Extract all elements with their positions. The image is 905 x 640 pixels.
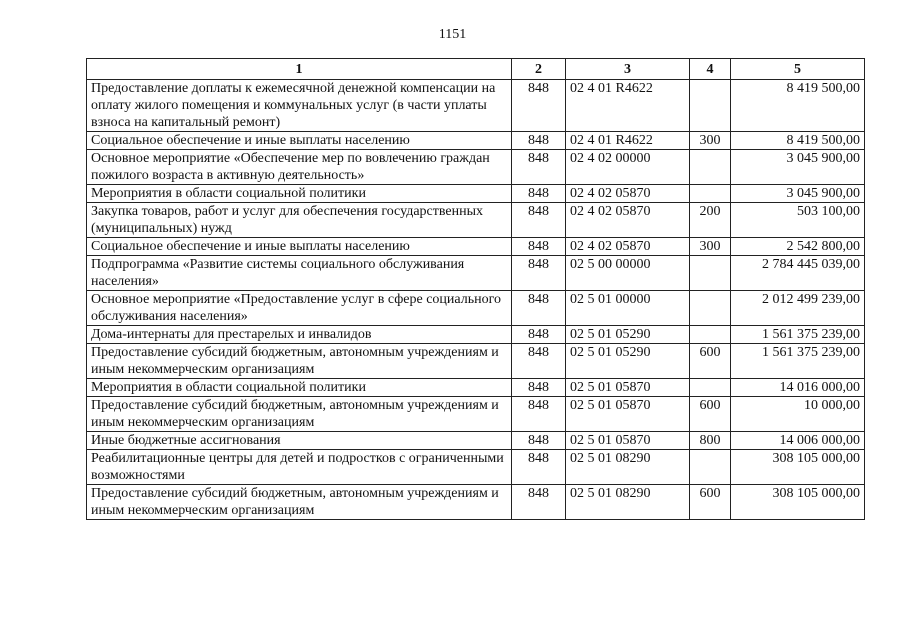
table-row bbox=[87, 291, 865, 326]
row-vr-cell bbox=[690, 185, 731, 203]
row-sum-cell: 2 542 800,00 bbox=[731, 238, 865, 256]
row-vr-cell bbox=[690, 291, 731, 326]
table-row bbox=[87, 132, 865, 150]
row-code-cell: 848 bbox=[512, 397, 566, 432]
row-csr-cell: 02 5 01 05870 bbox=[566, 432, 690, 450]
table-row bbox=[87, 432, 865, 450]
row-name-cell: Дома-интернаты для престарелых и инвалидов bbox=[87, 326, 512, 344]
row-sum-cell: 1 561 375 239,00 bbox=[731, 344, 865, 379]
table-body bbox=[87, 80, 865, 520]
row-code-cell: 848 bbox=[512, 326, 566, 344]
row-name-cell: Подпрограмма «Развитие системы социального обслуживания населения» bbox=[87, 256, 512, 291]
row-vr-cell: 300 bbox=[690, 132, 731, 150]
row-name-cell: Социальное обеспечение и иные выплаты населению bbox=[87, 238, 512, 256]
row-sum-cell: 8 419 500,00 bbox=[731, 132, 865, 150]
row-sum-cell: 503 100,00 bbox=[731, 203, 865, 238]
row-name-cell: Социальное обеспечение и иные выплаты населению bbox=[87, 132, 512, 150]
row-code-cell: 848 bbox=[512, 432, 566, 450]
row-sum-cell: 2 012 499 239,00 bbox=[731, 291, 865, 326]
row-code-cell: 848 bbox=[512, 379, 566, 397]
table-row bbox=[87, 379, 865, 397]
row-csr-cell: 02 5 01 05290 bbox=[566, 344, 690, 379]
row-vr-cell: 600 bbox=[690, 397, 731, 432]
row-vr-cell: 600 bbox=[690, 485, 731, 520]
table-header-row bbox=[87, 59, 865, 80]
table-row bbox=[87, 203, 865, 238]
row-csr-cell: 02 4 01 R4622 bbox=[566, 80, 690, 132]
row-name-cell: Предоставление доплаты к ежемесячной денежной компенсации на оплату жилого помещения и коммунальных услуг (в части уплаты взноса на капитальный ремонт) bbox=[87, 80, 512, 132]
row-name-cell: Мероприятия в области социальной политики bbox=[87, 379, 512, 397]
row-vr-cell bbox=[690, 150, 731, 185]
row-name-cell: Предоставление субсидий бюджетным, автономным учреждениям и иным некоммерческим организациям bbox=[87, 485, 512, 520]
row-vr-cell: 300 bbox=[690, 238, 731, 256]
row-code-cell: 848 bbox=[512, 256, 566, 291]
row-csr-cell: 02 5 01 08290 bbox=[566, 485, 690, 520]
row-vr-cell: 600 bbox=[690, 344, 731, 379]
row-csr-cell: 02 4 02 05870 bbox=[566, 203, 690, 238]
row-sum-cell: 14 006 000,00 bbox=[731, 432, 865, 450]
row-csr-cell: 02 4 01 R4622 bbox=[566, 132, 690, 150]
row-vr-cell bbox=[690, 450, 731, 485]
row-code-cell: 848 bbox=[512, 80, 566, 132]
row-sum-cell: 14 016 000,00 bbox=[731, 379, 865, 397]
column-header-sum: 5 bbox=[731, 59, 865, 80]
row-csr-cell: 02 5 01 05870 bbox=[566, 379, 690, 397]
row-sum-cell: 3 045 900,00 bbox=[731, 185, 865, 203]
row-vr-cell bbox=[690, 326, 731, 344]
row-name-cell: Закупка товаров, работ и услуг для обеспечения государственных (муниципальных) нужд bbox=[87, 203, 512, 238]
row-name-cell: Предоставление субсидий бюджетным, автономным учреждениям и иным некоммерческим организациям bbox=[87, 397, 512, 432]
row-code-cell: 848 bbox=[512, 450, 566, 485]
column-header-csr: 3 bbox=[566, 59, 690, 80]
column-header-code: 2 bbox=[512, 59, 566, 80]
row-csr-cell: 02 5 01 05870 bbox=[566, 397, 690, 432]
row-sum-cell: 3 045 900,00 bbox=[731, 150, 865, 185]
row-csr-cell: 02 4 02 05870 bbox=[566, 185, 690, 203]
table-row bbox=[87, 256, 865, 291]
page-number: 1151 bbox=[438, 27, 467, 42]
table-row bbox=[87, 150, 865, 185]
row-name-cell: Иные бюджетные ассигнования bbox=[87, 432, 512, 450]
table-row bbox=[87, 397, 865, 432]
column-header-vr: 4 bbox=[690, 59, 731, 80]
table-row bbox=[87, 238, 865, 256]
row-sum-cell: 1 561 375 239,00 bbox=[731, 326, 865, 344]
table-row bbox=[87, 450, 865, 485]
table-row bbox=[87, 485, 865, 520]
row-vr-cell: 200 bbox=[690, 203, 731, 238]
row-sum-cell: 2 784 445 039,00 bbox=[731, 256, 865, 291]
row-csr-cell: 02 5 01 08290 bbox=[566, 450, 690, 485]
row-sum-cell: 10 000,00 bbox=[731, 397, 865, 432]
row-vr-cell bbox=[690, 379, 731, 397]
row-csr-cell: 02 5 01 05290 bbox=[566, 326, 690, 344]
row-name-cell: Основное мероприятие «Обеспечение мер по вовлечению граждан пожилого возраста в активную деятельность» bbox=[87, 150, 512, 185]
row-name-cell: Реабилитационные центры для детей и подростков с ограниченными возможностями bbox=[87, 450, 512, 485]
table-row bbox=[87, 80, 865, 132]
table-row bbox=[87, 185, 865, 203]
row-vr-cell bbox=[690, 80, 731, 132]
row-name-cell: Предоставление субсидий бюджетным, автономным учреждениям и иным некоммерческим организациям bbox=[87, 344, 512, 379]
row-code-cell: 848 bbox=[512, 132, 566, 150]
row-csr-cell: 02 5 01 00000 bbox=[566, 291, 690, 326]
table-row bbox=[87, 326, 865, 344]
row-code-cell: 848 bbox=[512, 185, 566, 203]
column-header-name: 1 bbox=[87, 59, 512, 80]
row-code-cell: 848 bbox=[512, 291, 566, 326]
row-code-cell: 848 bbox=[512, 485, 566, 520]
row-sum-cell: 308 105 000,00 bbox=[731, 485, 865, 520]
row-sum-cell: 8 419 500,00 bbox=[731, 80, 865, 132]
budget-table bbox=[86, 58, 865, 520]
row-csr-cell: 02 4 02 05870 bbox=[566, 238, 690, 256]
row-csr-cell: 02 5 00 00000 bbox=[566, 256, 690, 291]
row-name-cell: Мероприятия в области социальной политики bbox=[87, 185, 512, 203]
row-vr-cell: 800 bbox=[690, 432, 731, 450]
row-code-cell: 848 bbox=[512, 150, 566, 185]
row-code-cell: 848 bbox=[512, 238, 566, 256]
row-sum-cell: 308 105 000,00 bbox=[731, 450, 865, 485]
row-vr-cell bbox=[690, 256, 731, 291]
row-name-cell: Основное мероприятие «Предоставление услуг в сфере социального обслуживания населения» bbox=[87, 291, 512, 326]
table-row bbox=[87, 344, 865, 379]
row-csr-cell: 02 4 02 00000 bbox=[566, 150, 690, 185]
row-code-cell: 848 bbox=[512, 344, 566, 379]
row-code-cell: 848 bbox=[512, 203, 566, 238]
